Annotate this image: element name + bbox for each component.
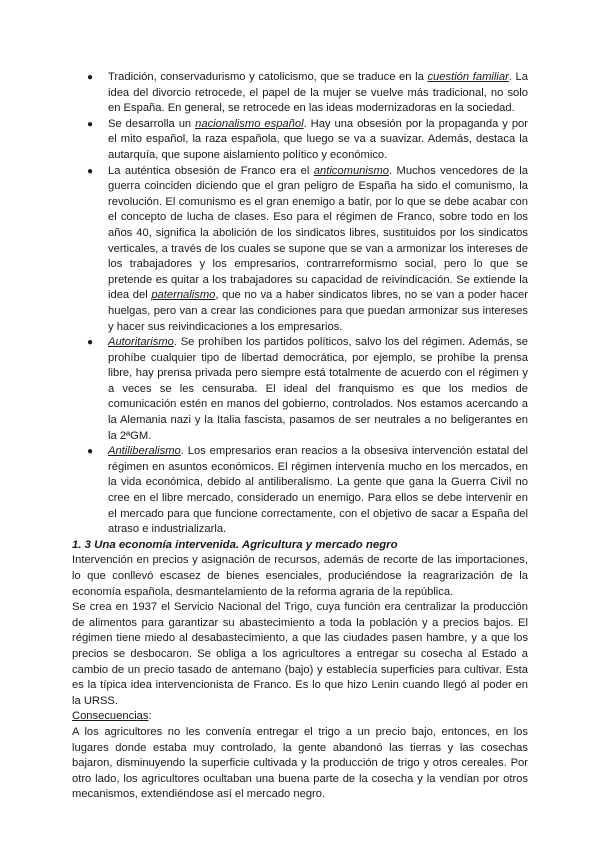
list-item [72,117,528,164]
bullet-text: . Los empresarios eran reacios a la obsesiva intervención estatal del régimen en asuntos económicos. El régimen intervenía mucho en los mercados, en la vida económica, debido al antiliberalismo. La gente que gana la Guerra Civil no cree en el libre mercado, considerado un enemigo. Para ellos se debe intervenir en el mercado para que funcione correctamente, con el objetivo de sacar a España del atraso e industrializarla. [108,445,528,536]
section-heading: 1. 3 Una economía intervenida. Agricultura y mercado negro [72,538,398,551]
key-term: anticomunismo [313,164,390,177]
bullet-text: Tradición, conservadurismo y catolicismo, que se traduce en la [108,71,428,83]
bullet-text: . Se prohíben los partidos políticos, salvo los del régimen. Además, se prohíbe cualquier tipo de libertad democrática, por ejemplo, se prohíbe la prensa libre, hay prensa privada pero siempre está totalmente de acuerdo con el régimen y a veces se les censuraba. El ideal del franquismo es que los medios de comunicación estén en manos del gobierno, controlados. Nos estamos acercando a la Alemania nazi y la Italia fascista, pasamos de ser neutrales a no beligerantes en la 2ªGM. [108,336,528,442]
consequences-label: Consecuencias [72,710,149,723]
list-item [72,70,528,117]
consequences-colon: : [148,710,152,723]
key-term: Autoritarismo [108,336,174,349]
bullet-icon: ● [87,337,94,349]
bullet-icon: ● [87,72,94,83]
paragraph: A los agricultores no les convenía entregar el trigo a un precio bajo, entonces, en los lugares donde estaba muy controlado, la gente abandonó las tierras y las cosechas bajaron, disminuyendo la superficie cultivada y la producción de trigo y otros cereales. Por otro lado, los agricultores ocultaban una buena parte de la cosecha y la vendían por otros mecanismos, extendiéndose así el mercado negro. [72,725,528,801]
paragraph: Se crea en 1937 el Servicio Nacional del Trigo, cuya función era centralizar la producción de alimentos para garantizar su abastecimiento a toda la población y a precios bajos. El régimen tiene miedo al desabastecimiento, a que las ciudades pasen hambre, y a que los precios se desbocaron. Se obliga a los agricultores a entregar su cosecha al Estado a cambio de un precio tasado de antemano (bajo) y establecía superficies para cultivar. Esta es la típica idea intervencionista de Franco. Es lo que hizo Lenin cuando llegó al poder en la URSS. [72,601,528,707]
bullet-text: . Hay una obsesión por la propaganda y por el mito español, la raza española, que luego se va a suavizar. Además, destaca la autarquía, que supone aislamiento político y económico. [108,117,528,161]
key-term: Antiliberalismo [108,445,181,458]
consequences-label-line [72,709,528,725]
bullet-icon: ● [87,446,94,458]
list-item [72,444,528,538]
key-term: nacionalismo español [195,117,304,130]
document-page [72,70,528,803]
bullet-text: , que no va a haber sindicatos libres, no se van a poder hacer huelgas, pero van a crear las condiciones para que puedan armonizar sus intereses y hacer sus reivindicaciones a los empresarios. [108,289,528,333]
list-item [72,335,528,444]
bullet-text: . La idea del divorcio retrocede, el papel de la mujer se vuelve más tradicional, no solo en España. En general, se retrocede en las ideas modernizadoras en la sociedad. [108,71,528,115]
bullet-text: Se desarrolla un [108,117,196,130]
bullet-icon: ● [87,118,94,130]
key-term: paternalismo [151,289,216,302]
bullet-icon: ● [87,165,94,177]
paragraph: Intervención en precios y asignación de recursos, además de recorte de las importaciones, lo que conllevó escasez de bienes esenciales, produciéndose la reagrarización de la economía española, desmantelamiento de la reforma agraria de la república. [72,554,528,598]
bullet-text: La auténtica obsesión de Franco era el [108,164,314,177]
bullet-list [72,70,528,538]
list-item [72,164,528,336]
key-term: cuestión familiar [427,71,509,83]
bullet-text: . Muchos vencedores de la guerra coinciden diciendo que el gran peligro de España ha sido el comunismo, la revolución. El comunismo es el gran enemigo a batir, por lo que se debe acabar con el concepto de lucha de clases. Eso para el régimen de Franco, sobre todo en los años 40, significa la abolición de los sindicatos libres, sustituidos por los sindicatos verticales, a través de los cuales se supone que se van a armonizar los intereses de los trabajadores y los empresarios, contrarreformismo social, pero lo que se pretende es quitar a los trabajadores su capacidad de reivindicación. Se extiende la idea del [108,164,528,302]
